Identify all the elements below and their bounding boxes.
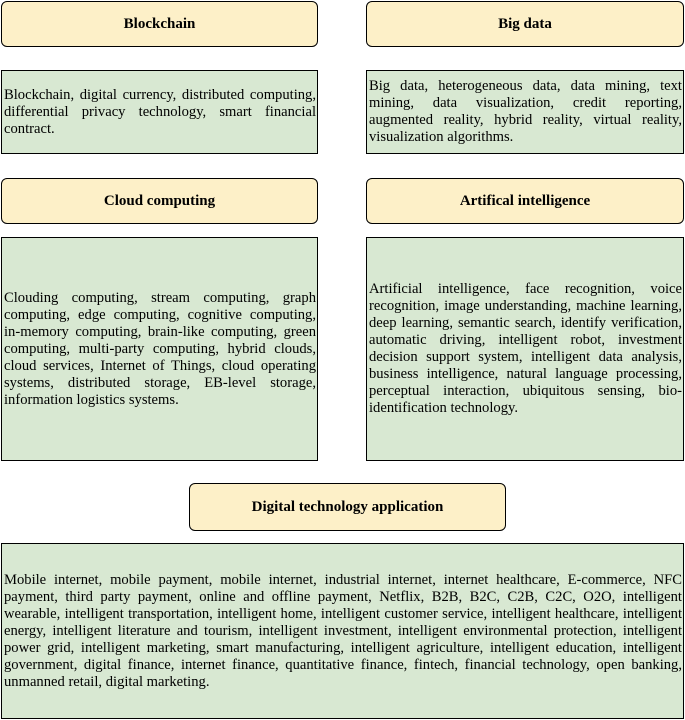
- cloud-computing-text: Clouding computing, stream computing, graph computing, edge computing, cognitive computing, in-memory computing, brain-like computing, green computing, multi-party computing, hybrid clouds, cloud services, Internet of Things, cloud operating systems, distributed storage, EB-level storage, information logistics systems.: [4, 289, 316, 408]
- artificial-intelligence-content-box: [366, 237, 684, 461]
- blockchain-title: Blockchain: [123, 15, 196, 32]
- big-data-text: Big data, heterogeneous data, data mining, text mining, data visualization, credit reporting, augmented reality, hybrid reality, virtual reality, visualization algorithms.: [369, 78, 682, 145]
- big-data-header: [366, 1, 684, 47]
- artificial-intelligence-header: [366, 178, 684, 224]
- digital-application-text: Mobile internet, mobile payment, mobile internet, industrial internet, internet healthcare, E-commerce, NFC payment, third party payment, online and offline payment, Netflix, B2B, B2C, C2B, C2C, O2O, intelligent wearable, intelligent transportation, intelligent home, intelligent customer service, intelligent healthcare, intelligent energy, intelligent literature and tourism, intelligent investment, intelligent environmental protection, intelligent power grid, intelligent marketing, smart manufacturing, intelligent agriculture, intelligent education, intelligent government, digital finance, internet finance, quantitative finance, fintech, financial technology, open banking, unmanned retail, digital marketing.: [4, 571, 682, 690]
- cloud-computing-header: [1, 178, 318, 224]
- cloud-computing-content-box: [1, 237, 318, 461]
- blockchain-header: [1, 1, 318, 47]
- cloud-computing-title: Cloud computing: [103, 192, 216, 209]
- digital-application-content-box: [1, 543, 684, 719]
- artificial-intelligence-title: Artifical intelligence: [459, 192, 591, 209]
- big-data-content-box: [366, 70, 684, 154]
- blockchain-text: Blockchain, digital currency, distributed computing, differential privacy technology, smart financial contract.: [4, 86, 316, 137]
- digital-application-header: [189, 483, 506, 531]
- artificial-intelligence-text: Artificial intelligence, face recognition, voice recognition, image understanding, machine learning, deep learning, semantic search, identify verification, automatic driving, intelligent robot, investment decision support system, intelligent data analysis, business intelligence, natural language processing, perceptual interaction, ubiquitous sensing, bio-identification technology.: [369, 281, 682, 416]
- digital-application-title: Digital technology application: [251, 498, 444, 515]
- blockchain-content-box: [1, 70, 318, 154]
- big-data-title: Big data: [498, 15, 552, 32]
